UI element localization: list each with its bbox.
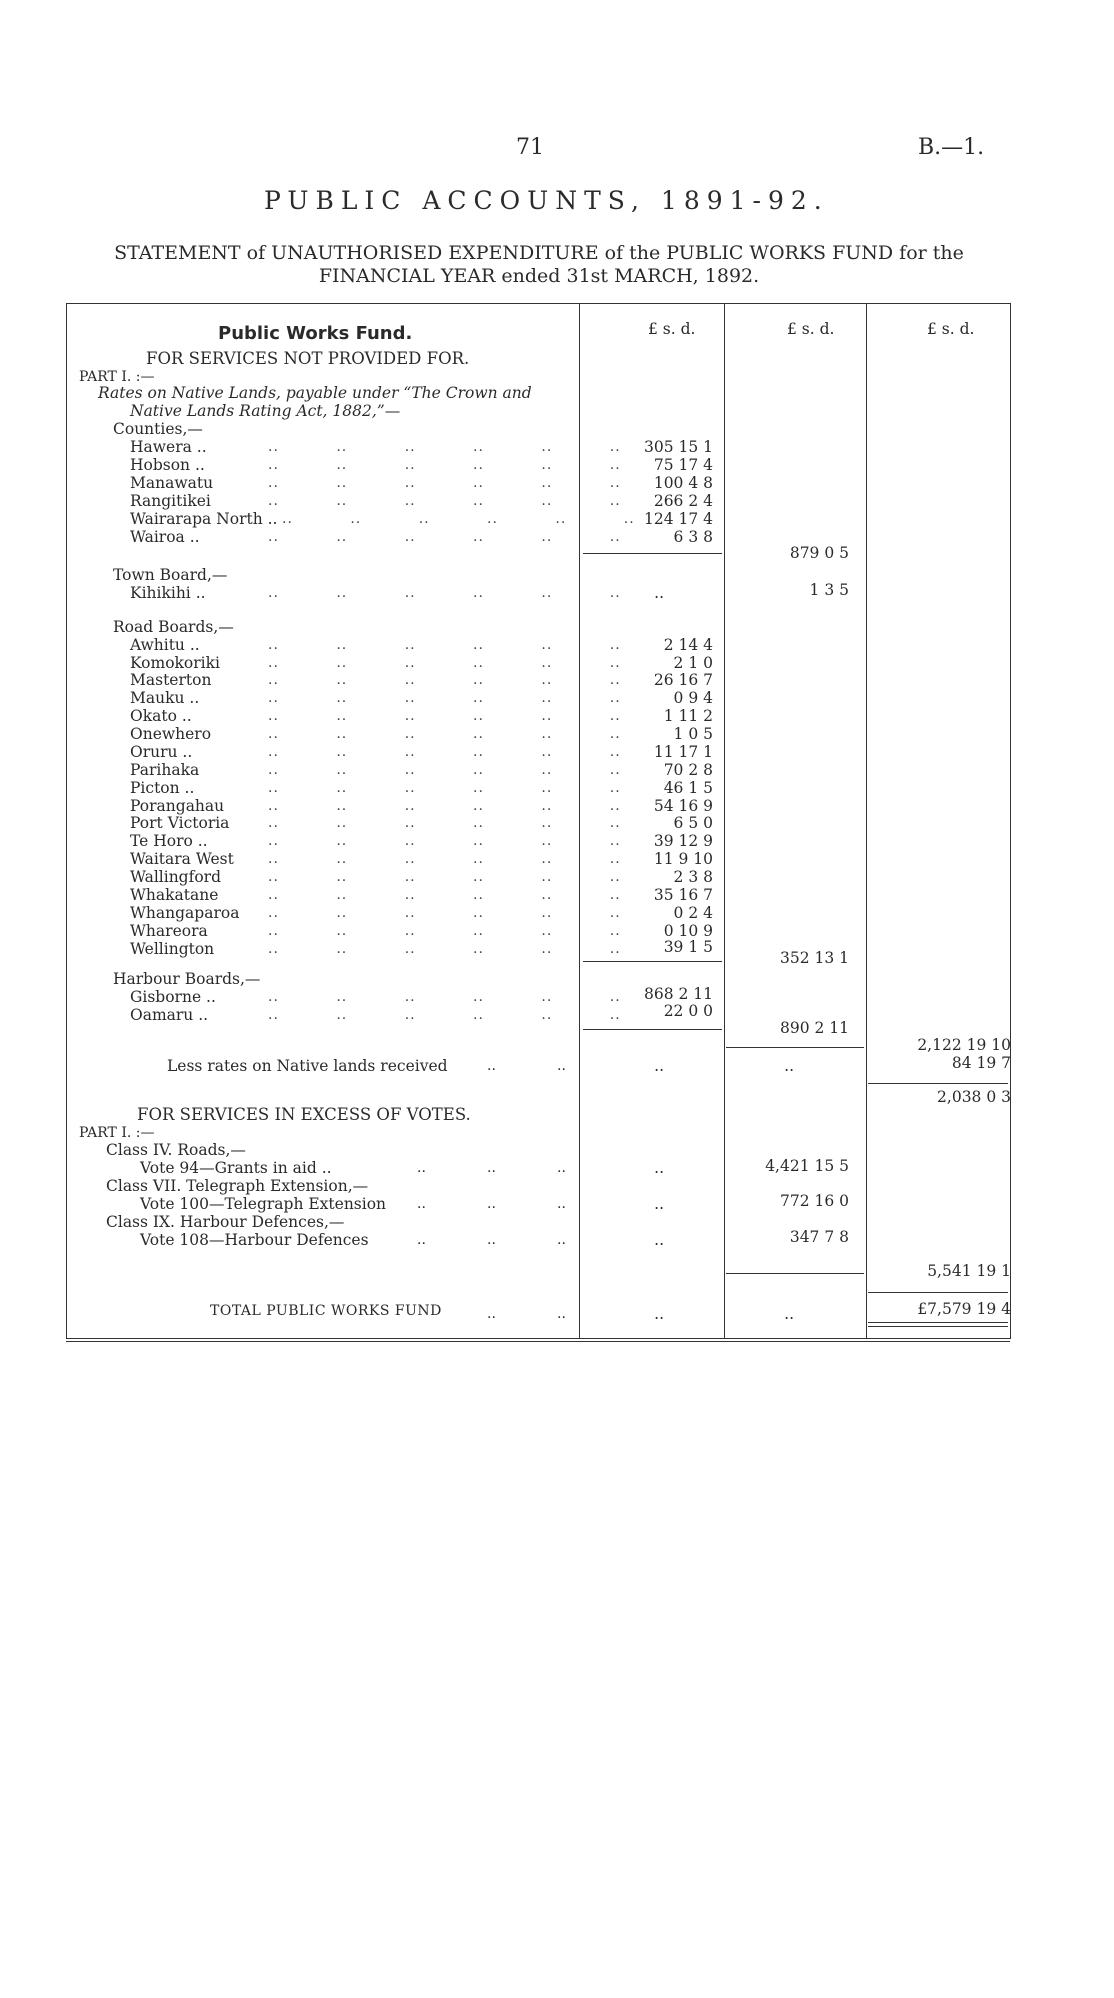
road-board-amount: 54 16 9	[653, 797, 713, 815]
leader-dots: .. .. .. .. .. ..	[268, 869, 621, 885]
subtotal-rule	[726, 1273, 864, 1274]
page-title: PUBLIC ACCOUNTS, 1891-92.	[264, 186, 829, 215]
less-rates-label: Less rates on Native lands received	[167, 1057, 448, 1075]
town-board-name: Kihikihi ..	[130, 584, 206, 602]
road-board-name: Awhitu ..	[130, 636, 200, 654]
harbour-board-amount: 22 0 0	[663, 1002, 713, 1020]
county-name: Wairoa ..	[130, 528, 200, 546]
vote-name: Vote 94—Grants in aid ..	[140, 1159, 332, 1177]
leader-dots: .. .. .. .. .. ..	[268, 744, 621, 760]
vote-col1: ..	[654, 1159, 664, 1177]
document-reference: B.—1.	[918, 135, 985, 160]
county-name: Manawatu	[130, 474, 214, 492]
column-rule-3	[866, 303, 867, 1339]
leader-dots: .. .. .. .. .. ..	[268, 457, 621, 473]
road-board-name: Whakatane	[130, 886, 219, 904]
table-left-rule	[66, 303, 67, 1339]
leader-dots: ..	[557, 1232, 566, 1248]
road-board-amount: 0 2 4	[673, 904, 713, 922]
leader-dots-short: ..	[557, 1306, 566, 1322]
grand-total-col1: ..	[654, 1305, 664, 1323]
column-header-3: £ s. d.	[927, 320, 975, 338]
road-board-name: Whareora	[130, 922, 208, 940]
section-heading-not-provided: FOR SERVICES NOT PROVIDED FOR.	[146, 349, 470, 368]
leader-dots: .. .. .. .. .. ..	[268, 585, 621, 601]
leader-dots: ..	[487, 1160, 496, 1176]
table-top-rule	[66, 303, 1010, 304]
vote-class: Class IX. Harbour Defences,—	[106, 1213, 345, 1231]
subtotal-rule	[583, 1029, 722, 1030]
leader-dots: ..	[417, 1232, 426, 1248]
column-header-2: £ s. d.	[787, 320, 835, 338]
total-rule	[868, 1292, 1008, 1293]
leader-dots: .. .. .. .. .. ..	[268, 833, 621, 849]
leader-dots-short: ..	[487, 1058, 496, 1074]
less-rates-amount: 84 19 7	[951, 1054, 1011, 1072]
leader-dots: .. .. .. .. .. ..	[268, 655, 621, 671]
road-board-name: Port Victoria	[130, 814, 230, 832]
town-board-amount: 1 3 5	[809, 581, 849, 599]
leader-dots: .. .. .. .. .. ..	[268, 708, 621, 724]
road-board-amount: 2 14 4	[663, 636, 713, 654]
net-services-total: 2,038 0 3	[937, 1088, 1011, 1106]
harbour-board-name: Oamaru ..	[130, 1006, 209, 1024]
road-boards-label: Road Boards,—	[113, 618, 234, 636]
leader-dots: .. .. .. .. .. ..	[268, 493, 621, 509]
road-board-name: Parihaka	[130, 761, 200, 779]
leader-dots: .. .. .. .. .. ..	[268, 887, 621, 903]
road-board-name: Waitara West	[130, 850, 234, 868]
double-rule	[868, 1326, 1008, 1327]
road-board-amount: 35 16 7	[653, 886, 713, 904]
county-amount: 6 3 8	[673, 528, 713, 546]
section-heading-excess: FOR SERVICES IN EXCESS OF VOTES.	[137, 1105, 471, 1124]
excess-votes-total: 5,541 19 1	[927, 1262, 1011, 1280]
leader-dots: .. .. .. .. .. ..	[268, 762, 621, 778]
leader-dots: ..	[417, 1196, 426, 1212]
road-board-amount: 70 2 8	[663, 761, 713, 779]
leader-dots: ..	[557, 1196, 566, 1212]
road-board-name: Oruru ..	[130, 743, 193, 761]
county-amount: 75 17 4	[653, 456, 713, 474]
rates-description-cont: Native Lands Rating Act, 1882,”—	[130, 402, 401, 420]
road-board-amount: 2 3 8	[673, 868, 713, 886]
vote-amount: 772 16 0	[779, 1192, 849, 1210]
table-bottom-rule	[66, 1338, 1010, 1339]
road-board-amount: 39 12 9	[653, 832, 713, 850]
subtotal-rule	[726, 1047, 864, 1048]
road-boards-total: 352 13 1	[779, 949, 849, 967]
vote-amount: 347 7 8	[789, 1228, 849, 1246]
statement-title: STATEMENT of UNAUTHORISED EXPENDITURE of the PUBLIC WORKS FUND for the FINANCIAL YEAR ended 31st MARCH, 1892.	[114, 242, 964, 287]
road-board-amount: 2 1 0	[673, 654, 713, 672]
leader-dots: .. .. .. .. .. ..	[268, 439, 621, 455]
road-board-amount: 0 9 4	[673, 689, 713, 707]
vote-name: Vote 108—Harbour Defences	[140, 1231, 369, 1249]
leader-dots: .. .. .. .. .. ..	[268, 923, 621, 939]
county-name: Wairarapa North ..	[130, 510, 278, 528]
leader-dots: ..	[487, 1196, 496, 1212]
part-label-2: PART I. :—	[79, 1125, 155, 1141]
vote-col1: ..	[654, 1195, 664, 1213]
leader-dots: .. .. .. .. .. ..	[268, 941, 621, 957]
road-board-amount: 6 5 0	[673, 814, 713, 832]
leader-dots: .. .. .. .. .. ..	[268, 690, 621, 706]
leader-dots: .. .. .. .. .. ..	[268, 529, 621, 545]
table-right-rule	[1010, 303, 1011, 1339]
leader-dots-short: ..	[557, 1058, 566, 1074]
road-board-name: Picton ..	[130, 779, 195, 797]
fund-title: Public Works Fund.	[218, 323, 413, 344]
leader-dots: .. .. .. .. .. ..	[268, 1007, 621, 1023]
road-board-name: Porangahau	[130, 797, 225, 815]
vote-amount: 4,421 15 5	[765, 1157, 849, 1175]
grand-total-label: TOTAL PUBLIC WORKS FUND	[210, 1303, 442, 1319]
leader-dots-short: ..	[487, 1306, 496, 1322]
subtotal-rule	[868, 1083, 1008, 1084]
leader-dots: .. .. .. .. .. ..	[268, 672, 621, 688]
vote-class: Class IV. Roads,—	[106, 1141, 246, 1159]
table-bottom-rule-2	[66, 1341, 1010, 1342]
county-amount: 124 17 4	[643, 510, 713, 528]
road-board-name: Mauku ..	[130, 689, 200, 707]
road-board-amount: 0 10 9	[663, 922, 713, 940]
road-board-amount: 11 9 10	[653, 850, 713, 868]
leader-dots: .. .. .. .. .. ..	[268, 780, 621, 796]
counties-label: Counties,—	[113, 420, 203, 438]
leader-dots: .. .. .. .. .. ..	[268, 989, 621, 1005]
county-amount: 305 15 1	[643, 438, 713, 456]
leader-dots: .. .. .. .. .. ..	[282, 511, 635, 527]
county-name: Hawera ..	[130, 438, 207, 456]
services-subtotal: 2,122 19 10	[917, 1036, 1011, 1054]
road-board-name: Te Horo ..	[130, 832, 208, 850]
leader-dots: ..	[487, 1232, 496, 1248]
town-board-label: Town Board,—	[113, 566, 228, 584]
leader-dots: .. .. .. .. .. ..	[268, 798, 621, 814]
road-board-name: Wellington	[130, 940, 215, 958]
road-board-name: Wallingford	[130, 868, 222, 886]
harbour-boards-total: 890 2 11	[779, 1019, 849, 1037]
subtotal-rule	[583, 961, 722, 962]
harbour-board-name: Gisborne ..	[130, 988, 216, 1006]
less-col1: ..	[654, 1057, 664, 1075]
leader-dots: .. .. .. .. .. ..	[268, 475, 621, 491]
column-rule-2	[724, 303, 725, 1339]
road-board-name: Komokoriki	[130, 654, 220, 672]
road-board-name: Okato ..	[130, 707, 192, 725]
road-board-name: Onewhero	[130, 725, 212, 743]
leader-dots: .. .. .. .. .. ..	[268, 905, 621, 921]
vote-name: Vote 100—Telegraph Extension	[140, 1195, 387, 1213]
grand-total-col2: ..	[784, 1305, 794, 1323]
grand-total-amount: £7,579 19 4	[917, 1300, 1011, 1318]
subtotal-rule	[583, 553, 722, 554]
road-board-amount: 11 17 1	[653, 743, 713, 761]
road-board-amount: 1 11 2	[663, 707, 713, 725]
county-amount: 266 2 4	[653, 492, 713, 510]
leader-dots: .. .. .. .. .. ..	[268, 726, 621, 742]
rates-description: Rates on Native Lands, payable under “The Crown and	[98, 384, 532, 402]
county-amount: 100 4 8	[653, 474, 713, 492]
vote-class: Class VII. Telegraph Extension,—	[106, 1177, 369, 1195]
road-board-name: Whangaparoa	[130, 904, 240, 922]
harbour-board-amount: 868 2 11	[643, 985, 713, 1003]
part-label: PART I. :—	[79, 369, 155, 385]
column-header-1: £ s. d.	[648, 320, 696, 338]
road-board-name: Masterton	[130, 671, 212, 689]
double-rule	[868, 1322, 1008, 1323]
leader-dots: ..	[557, 1160, 566, 1176]
less-col2: ..	[784, 1057, 794, 1075]
harbour-boards-label: Harbour Boards,—	[113, 970, 261, 988]
leader-dots: .. .. .. .. .. ..	[268, 637, 621, 653]
county-name: Rangitikei	[130, 492, 211, 510]
leader-dots: .. .. .. .. .. ..	[268, 851, 621, 867]
county-name: Hobson ..	[130, 456, 205, 474]
road-board-amount: 46 1 5	[663, 779, 713, 797]
road-board-amount: 39 1 5	[663, 938, 713, 956]
town-board-col1: ..	[654, 584, 664, 602]
road-board-amount: 1 0 5	[673, 725, 713, 743]
vote-col1: ..	[654, 1231, 664, 1249]
counties-total: 879 0 5	[789, 544, 849, 562]
leader-dots: .. .. .. .. .. ..	[268, 815, 621, 831]
road-board-amount: 26 16 7	[653, 671, 713, 689]
leader-dots: ..	[417, 1160, 426, 1176]
page-number: 71	[516, 135, 544, 160]
